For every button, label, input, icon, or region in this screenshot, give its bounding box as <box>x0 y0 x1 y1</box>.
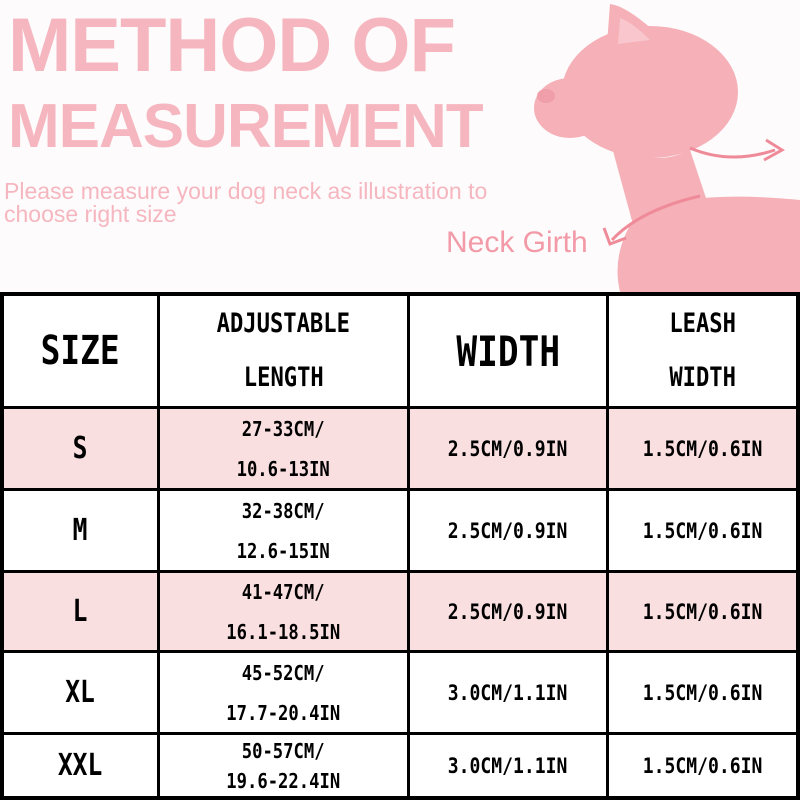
table-row <box>4 491 796 573</box>
title-line-2: MEASUREMENT <box>8 92 483 161</box>
instruction-text <box>4 180 544 226</box>
width-cell: 3.0CM/1.1IN <box>410 653 609 732</box>
leash-width-cell: 1.5CM/0.6IN <box>642 518 763 543</box>
size-cell: XL <box>4 653 160 732</box>
size-cell: M <box>4 491 160 570</box>
leash-width-cell: 1.5CM/0.6IN <box>642 436 763 461</box>
header-leash-width: LEASH WIDTH <box>669 308 736 393</box>
table-header-row <box>4 296 796 409</box>
size-chart-table <box>0 292 800 800</box>
neck-girth-label: Neck Girth <box>446 226 588 259</box>
instruction-line-2: choose right size <box>4 201 177 227</box>
header-width: WIDTH <box>410 296 609 406</box>
length-cell: 50-57CM/ 19.6-22.4IN <box>160 735 410 796</box>
header-adjustable-length: ADJUSTABLE LENGTH <box>160 296 410 406</box>
length-cell: 27-33CM/ 10.6-13IN <box>160 409 410 488</box>
size-cell: S <box>4 409 160 488</box>
table-row <box>4 573 796 653</box>
width-cell: 2.5CM/0.9IN <box>410 573 609 650</box>
header-size: SIZE <box>4 296 160 406</box>
leash-width-cell: 1.5CM/0.6IN <box>642 753 763 778</box>
length-cell: 41-47CM/ 16.1-18.5IN <box>160 573 410 650</box>
width-cell: 3.0CM/1.1IN <box>410 735 609 796</box>
length-cell: 45-52CM/ 17.7-20.4IN <box>160 653 410 732</box>
table-row <box>4 735 796 796</box>
leash-width-cell: 1.5CM/0.6IN <box>642 680 763 705</box>
title-line-1: METHOD OF <box>8 3 455 88</box>
width-cell: 2.5CM/0.9IN <box>410 491 609 570</box>
table-row <box>4 653 796 735</box>
size-cell: L <box>4 573 160 650</box>
size-cell: XXL <box>4 735 160 796</box>
length-cell: 32-38CM/ 12.6-15IN <box>160 491 410 570</box>
table-row <box>4 409 796 491</box>
instruction-line-1: Please measure your dog neck as illustration to <box>4 178 488 204</box>
measurement-banner <box>0 0 800 292</box>
leash-width-cell: 1.5CM/0.6IN <box>642 599 763 624</box>
width-cell: 2.5CM/0.9IN <box>410 409 609 488</box>
